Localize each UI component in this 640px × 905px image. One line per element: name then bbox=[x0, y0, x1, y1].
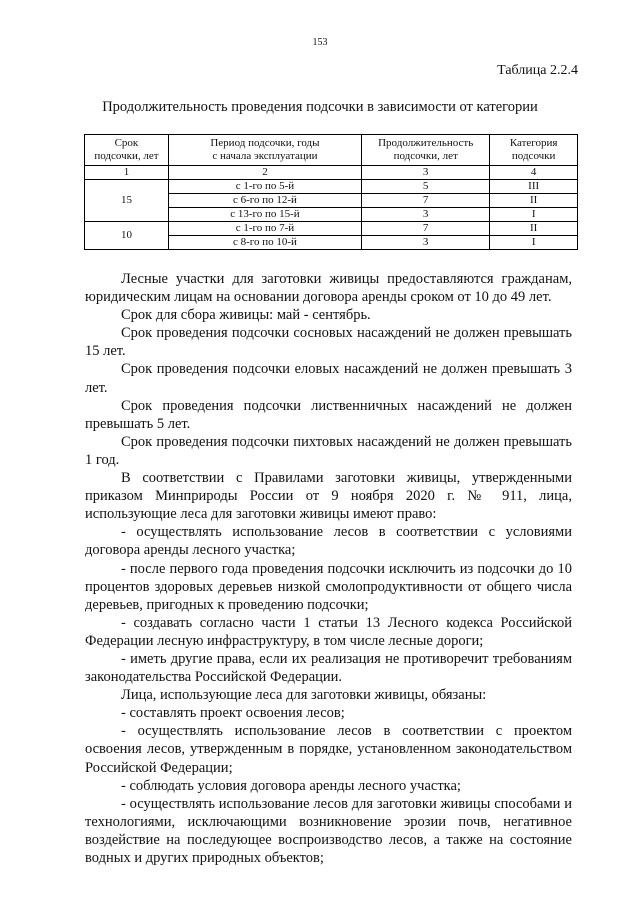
table-label: Таблица 2.2.4 bbox=[497, 63, 578, 78]
body-text bbox=[85, 270, 572, 867]
table-row bbox=[85, 222, 578, 236]
paragraph: - составлять проект освоения лесов; bbox=[121, 705, 345, 722]
header-duration-line1: Продолжительность bbox=[378, 137, 474, 149]
header-term bbox=[85, 135, 169, 166]
paragraph: - осуществлять использование лесов в соответствии с условиями договора аренды лесного участка; bbox=[85, 524, 572, 559]
category-cell: II bbox=[490, 194, 578, 208]
table-title: Продолжительность проведения подсочки в зависимости от категории bbox=[102, 99, 538, 115]
column-number: 4 bbox=[490, 166, 578, 180]
header-term-line2: подсочки, лет bbox=[94, 150, 159, 162]
paragraph: Лесные участки для заготовки живицы предоставляются гражданам, юридическим лицам на основании договора аренды сроком от 10 до 49 лет. bbox=[85, 271, 572, 306]
header-period-line1: Период подсочки, годы bbox=[210, 137, 320, 149]
paragraph: - соблюдать условия договора аренды лесного участка; bbox=[121, 777, 461, 794]
paragraph: - после первого года проведения подсочки исключить из подсочки до 10 процентов здоровых деревьев низкой смолопродуктивности от общего числа деревьев, пригодных к проведению подсочки; bbox=[85, 560, 572, 613]
category-cell: I bbox=[490, 208, 578, 222]
paragraph: Срок проведения подсочки еловых насаждений не должен превышать 3 лет. bbox=[85, 361, 572, 396]
header-category-line1: Категория bbox=[509, 137, 558, 149]
duration-cell: 7 bbox=[362, 194, 490, 208]
category-cell: II bbox=[490, 222, 578, 236]
column-number: 3 bbox=[362, 166, 490, 180]
header-duration bbox=[362, 135, 490, 166]
duration-cell: 3 bbox=[362, 208, 490, 222]
period-cell: с 1-го по 5-й bbox=[168, 180, 361, 194]
header-category bbox=[490, 135, 578, 166]
paragraph: - создавать согласно части 1 статьи 13 Лесного кодекса Российской Федерации лесную инфраструктуру, в том числе лесные дороги; bbox=[85, 614, 572, 649]
column-number: 1 bbox=[85, 166, 169, 180]
header-term-line1: Срок bbox=[114, 137, 139, 149]
term-cell: 10 bbox=[85, 222, 169, 250]
paragraph: - осуществлять использование лесов для заготовки живицы способами и технологиями, исключающими возникновение эрозии почв, негативное воздействие на последующее воспроизводство лесов, а также на состояние водных и других природных объектов; bbox=[85, 795, 572, 866]
category-cell: III bbox=[490, 180, 578, 194]
period-cell: с 1-го по 7-й bbox=[168, 222, 361, 236]
header-duration-line2: подсочки, лет bbox=[393, 150, 458, 162]
period-cell: с 13-го по 15-й bbox=[168, 208, 361, 222]
paragraph: Срок проведения подсочки пихтовых насаждений не должен превышать 1 год. bbox=[85, 433, 572, 468]
table-header-row bbox=[85, 135, 578, 166]
period-cell: с 8-го по 10-й bbox=[168, 236, 361, 250]
category-cell: I bbox=[490, 236, 578, 250]
duration-cell: 7 bbox=[362, 222, 490, 236]
duration-cell: 5 bbox=[362, 180, 490, 194]
header-period-line2: с начала эксплуатации bbox=[212, 150, 318, 162]
paragraph: Срок проведения подсочки лиственничных насаждений не должен превышать 5 лет. bbox=[85, 397, 572, 432]
page-number: 153 bbox=[312, 37, 328, 48]
paragraph: - осуществлять использование лесов в соответствии с проектом освоения лесов, утвержденным в порядке, установленном законодательством Российской Федерации; bbox=[85, 723, 572, 776]
term-cell: 15 bbox=[85, 180, 169, 222]
paragraph: Лица, использующие леса для заготовки живицы, обязаны: bbox=[121, 687, 487, 704]
paragraph: Срок для сбора живицы: май - сентябрь. bbox=[121, 307, 371, 324]
duration-cell: 3 bbox=[362, 236, 490, 250]
paragraph: В соответствии с Правилами заготовки живицы, утвержденными приказом Минприроды России от 9 ноября 2020 г. № 911, лица, использующие леса для заготовки живицы имеют право: bbox=[85, 470, 572, 523]
paragraph: Срок проведения подсочки сосновых насаждений не должен превышать 15 лет. bbox=[85, 325, 572, 360]
paragraph: - иметь другие права, если их реализация не противоречит требованиям законодательства Российской Федерации. bbox=[85, 650, 572, 686]
header-period bbox=[168, 135, 361, 166]
period-cell: с 6-го по 12-й bbox=[168, 194, 361, 208]
column-number: 2 bbox=[168, 166, 361, 180]
tapping-duration-table bbox=[84, 134, 578, 250]
column-number-row bbox=[85, 166, 578, 180]
table-row bbox=[85, 180, 578, 194]
header-category-line2: подсочки bbox=[511, 150, 556, 162]
